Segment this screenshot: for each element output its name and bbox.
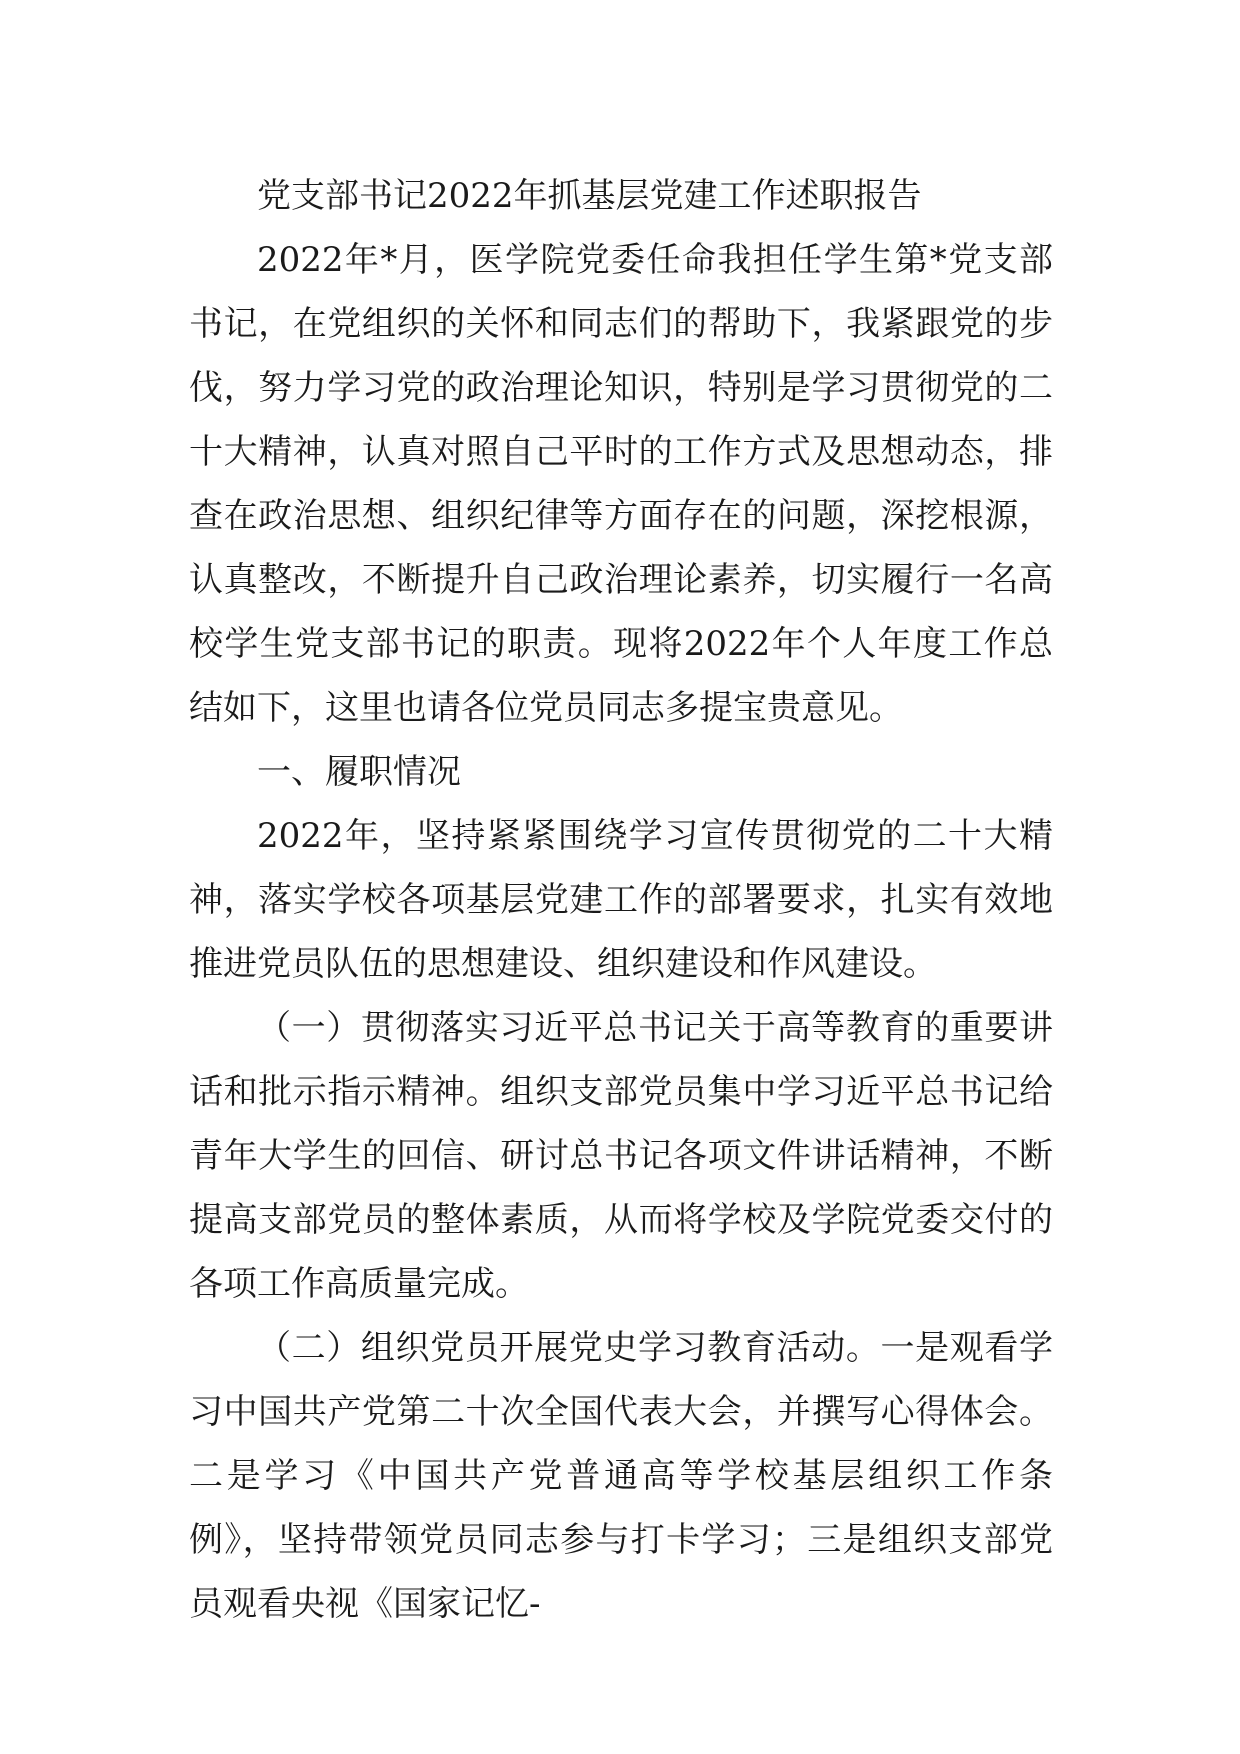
document-body (189, 164, 1053, 1636)
intro-paragraph: 2022年*月，医学院党委任命我担任学生第*党支部书记，在党组织的关怀和同志们的帮助下，我紧跟党的步伐，努力学习党的政治理论知识，特别是学习贯彻党的二十大精神，认真对照自己平时的工作方式及思想动态，排查在政治思想、组织纪律等方面存在的问题，深挖根源，认真整改，不断提升自己政治理论素养，切实履行一名高校学生党支部书记的职责。现将2022年个人年度工作总结如下，这里也请各位党员同志多提宝贵意见。 (189, 240, 1053, 728)
section-heading-performance: 一、履职情况 (257, 752, 461, 792)
document-title: 党支部书记2022年抓基层党建工作述职报告 (257, 176, 922, 216)
item-paragraph-1: （一）贯彻落实习近平总书记关于高等教育的重要讲话和批示指示精神。组织支部党员集中学习近平总书记给青年大学生的回信、研讨总书记各项文件讲话精神，不断提高支部党员的整体素质，从而将学校及学院党委交付的各项工作高质量完成。 (189, 1008, 1053, 1304)
section-paragraph-performance: 2022年，坚持紧紧围绕学习宣传贯彻党的二十大精神，落实学校各项基层党建工作的部署要求，扎实有效地推进党员队伍的思想建设、组织建设和作风建设。 (189, 816, 1053, 984)
item-paragraph-2: （二）组织党员开展党史学习教育活动。一是观看学习中国共产党第二十次全国代表大会，并撰写心得体会。二是学习《中国共产党普通高等学校基层组织工作条例》，坚持带领党员同志参与打卡学习；三是组织支部党员观看央视《国家记忆- (189, 1328, 1053, 1624)
